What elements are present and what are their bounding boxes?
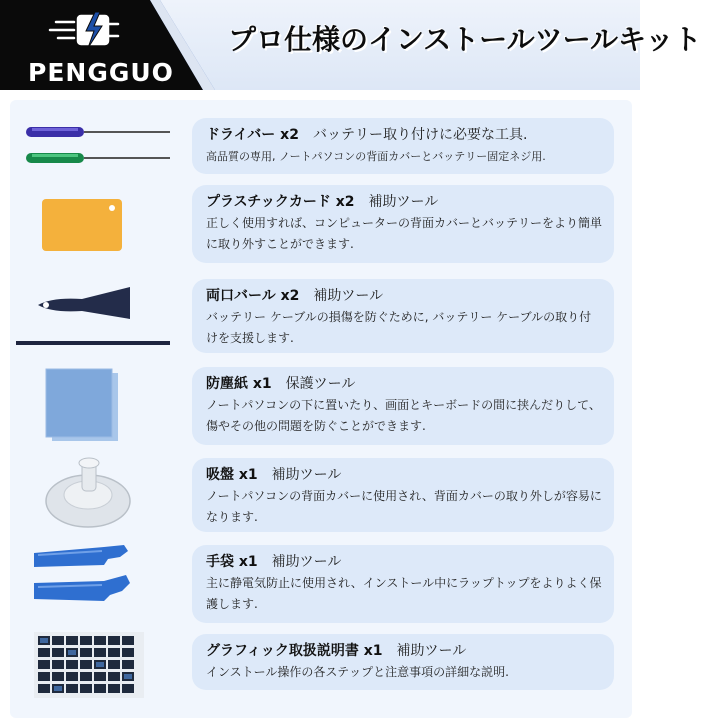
tool-item bbox=[0, 365, 640, 445]
tool-description: ノートパソコンの下に置いたり、画面とキーボードの間に挟んだりして、傷やその他の問題を防ぐことができます. bbox=[206, 398, 601, 433]
tool-card bbox=[192, 634, 614, 690]
tool-description: ノートパソコンの背面カバーに使用され、背面カバーの取り外しが容易になります. bbox=[206, 489, 602, 524]
tool-name: グラフィック取扱説明書 x1 bbox=[206, 643, 383, 659]
tool-name: ドライバー x2 bbox=[206, 127, 299, 143]
tool-card bbox=[192, 367, 614, 445]
tool-name: 手袋 x1 bbox=[206, 554, 258, 570]
tool-category: 補助ツール bbox=[271, 554, 342, 570]
dust-paper-icon bbox=[12, 365, 182, 445]
tool-card bbox=[192, 279, 614, 353]
logo bbox=[0, 0, 215, 90]
tool-category: バッテリー取り付けに必要な工具. bbox=[312, 127, 528, 143]
tool-card bbox=[192, 185, 614, 263]
tool-category: 補助ツール bbox=[368, 194, 439, 210]
screwdrivers-icon bbox=[12, 115, 182, 195]
tool-description: インストール操作の各ステップと注意事項の詳細な説明. bbox=[206, 665, 509, 679]
manual-icon bbox=[12, 628, 182, 708]
tool-name: 両口バール x2 bbox=[206, 288, 300, 304]
tool-description: バッテリー ケーブルの損傷を防ぐために, バッテリー ケーブルの取り付けを支援します. bbox=[206, 310, 592, 345]
tool-description: 主に静電気防止に使用され、インストール中にラップトップをよりよく保護します. bbox=[206, 576, 602, 611]
header bbox=[0, 0, 701, 90]
tool-item bbox=[0, 455, 640, 535]
gloves-icon bbox=[12, 543, 182, 623]
tool-category: 補助ツール bbox=[396, 643, 467, 659]
tool-name: プラスチックカード x2 bbox=[206, 194, 355, 210]
tool-category: 保護ツール bbox=[285, 376, 356, 392]
tool-description: 正しく使用すれば、コンピューターの背面カバーとバッテリーをより簡単に取り外すことができます. bbox=[206, 216, 603, 251]
tool-item bbox=[0, 185, 640, 265]
tool-card bbox=[192, 118, 614, 174]
tool-item bbox=[0, 275, 640, 355]
tool-item bbox=[0, 628, 640, 708]
tool-item bbox=[0, 543, 640, 623]
tool-category: 補助ツール bbox=[313, 288, 384, 304]
tool-category: 補助ツール bbox=[271, 467, 342, 483]
pry-tool-icon bbox=[12, 275, 182, 355]
tool-name: 防塵紙 x1 bbox=[206, 376, 272, 392]
tool-description: 高品質の専用, ノートパソコンの背面カバーとバッテリー固定ネジ用. bbox=[206, 150, 546, 163]
brand-name: PENGGUO bbox=[28, 58, 174, 87]
tool-item bbox=[0, 115, 640, 195]
page-title: プロ仕様のインストールツールキット bbox=[228, 23, 701, 56]
tool-card bbox=[192, 545, 614, 623]
plastic-card-icon bbox=[12, 185, 182, 265]
suction-cup-icon bbox=[12, 455, 182, 535]
tool-name: 吸盤 x1 bbox=[206, 467, 258, 483]
tool-card bbox=[192, 458, 614, 532]
